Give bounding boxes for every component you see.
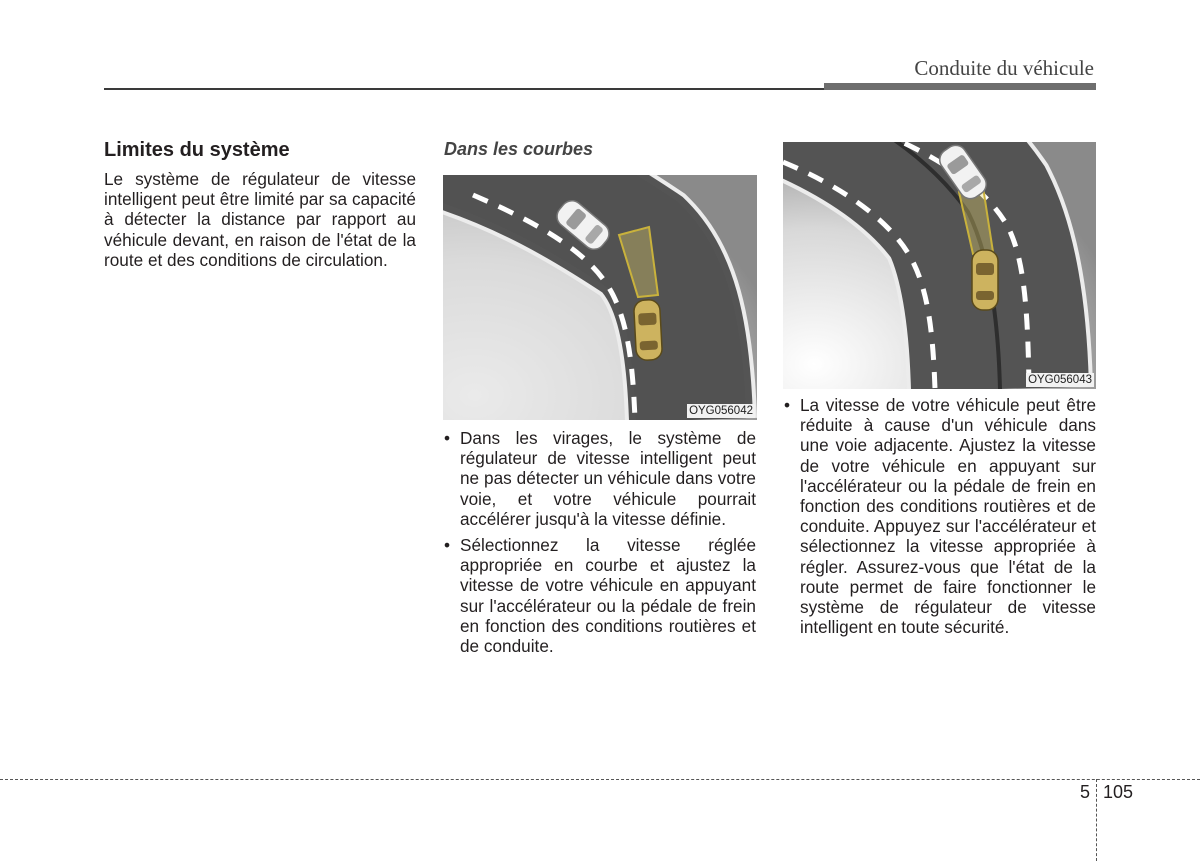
bullet-item: • Dans les virages, le système de régulateur de vitesse intelligent peut ne pas détecter un véhicule dans votre voie, et votre véhicule pourrait accélérer jusqu'à la vitesse définie. xyxy=(444,428,756,529)
figure-code: OYG056042 xyxy=(689,405,753,417)
header-rule xyxy=(104,88,824,90)
page-number: 105 xyxy=(1103,782,1134,802)
bullet-item: • Sélectionnez la vitesse réglée appropriée en courbe et ajustez la vitesse de votre véhicule en appuyant sur l'accélérateur ou la pédale de frein en fonction des conditions routières et de conduite. xyxy=(444,535,756,656)
bullet-list-adjacent-lane xyxy=(784,395,1096,643)
footer-rule xyxy=(0,779,1200,780)
curve-illustration-1 xyxy=(443,175,757,420)
bullet-list-curves xyxy=(444,428,756,662)
section-heading: Limites du système xyxy=(104,139,290,161)
curve-road-drawing xyxy=(443,175,757,420)
header-rule-accent xyxy=(824,83,1096,90)
figure-code: OYG056043 xyxy=(1028,374,1092,386)
intro-paragraph: Le système de régulateur de vitesse intelligent peut être limité par sa capacité à détecter la distance par rapport au véhicule devant, en raison de l'état de la route et des conditions de circulation. xyxy=(104,169,416,270)
chapter-number: 5 xyxy=(1080,782,1091,802)
footer-divider xyxy=(1096,779,1097,861)
subsection-heading: Dans les courbes xyxy=(444,139,594,159)
running-header-title: Conduite du véhicule xyxy=(914,56,1094,80)
two-lane-road-drawing xyxy=(783,142,1096,389)
curve-illustration-2 xyxy=(783,142,1096,389)
bullet-item: • La vitesse de votre véhicule peut être réduite à cause d'un véhicule dans une voie adjacente. Ajustez la vitesse de votre véhicule en appuyant sur l'accélérateur ou la pédale de frein en fonction des conditions routières et de conduite. Appuyez sur l'accélérateur et sélectionnez la vitesse appropriée à régler. Assurez-vous que l'état de la route permet de faire fonctionner le système de régulateur de vitesse intelligent en toute sécurité. xyxy=(784,395,1096,637)
